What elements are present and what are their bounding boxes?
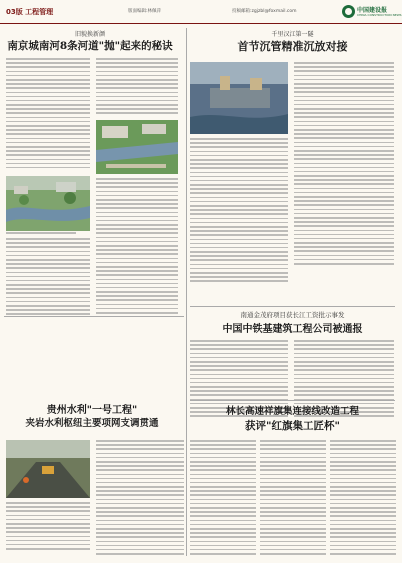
article4-title: 中国中铁基建筑工程公司被通报: [222, 324, 363, 335]
tunnel-photo: [190, 62, 288, 134]
page-label: 03版 工程管理: [6, 8, 54, 16]
section-divider: [190, 306, 395, 307]
article3-body-col1: [6, 502, 90, 552]
newspaper-logo: [342, 4, 402, 20]
article5-title: 获评"红旗集工匠杯": [245, 420, 340, 432]
column-divider: [186, 28, 187, 556]
construction-photo: [6, 440, 90, 498]
article1-body-col1: [6, 58, 90, 178]
article5-body-col2: [260, 440, 326, 557]
logo-name: 中国建设报: [357, 7, 388, 14]
article5-body-col3: [330, 440, 396, 557]
section-divider: [4, 316, 184, 317]
article1-kicker: 旧貌换新颜: [74, 31, 105, 38]
editor-credit: 版面编辑:林佩萍: [128, 9, 162, 14]
photo-caption-1: [6, 232, 90, 236]
article1-body-col2: [96, 178, 178, 316]
article4-kicker: 南通金茂府项目获长江工资批示事发: [240, 311, 345, 319]
article2-body-col2: [294, 62, 394, 267]
article5-body-col1: [190, 440, 256, 557]
article3-kicker: 贵州水利"一号工程": [46, 405, 138, 416]
article2-kicker: 千里汉江第一隧: [271, 31, 314, 38]
river-photo-1: [6, 176, 90, 231]
page-header: [0, 0, 402, 24]
logo-subtitle: CHINA CONSTRUCTION NEWS: [357, 13, 402, 17]
logo-mark-icon: [342, 5, 355, 18]
submission-email: 投稿邮箱:zgjzbl@foxmail.com: [232, 9, 297, 14]
article1-sidebar: [96, 58, 178, 118]
article1-title: 南京城南河8条河道"抛"起来的秘诀: [7, 40, 173, 52]
river-photo-2: [96, 120, 178, 174]
article3-title: 夹岩水利枢纽主要项网支调贯通: [25, 418, 159, 429]
article2-title: 首节沉管精准沉放对接: [237, 40, 348, 53]
article3-body-col2: [96, 440, 184, 557]
section-divider: [190, 400, 395, 401]
article1-body-col1b: [6, 238, 90, 318]
article2-body-col1: [190, 138, 288, 285]
article5-kicker: 林长高速祥旗集连接线改造工程: [225, 406, 359, 417]
